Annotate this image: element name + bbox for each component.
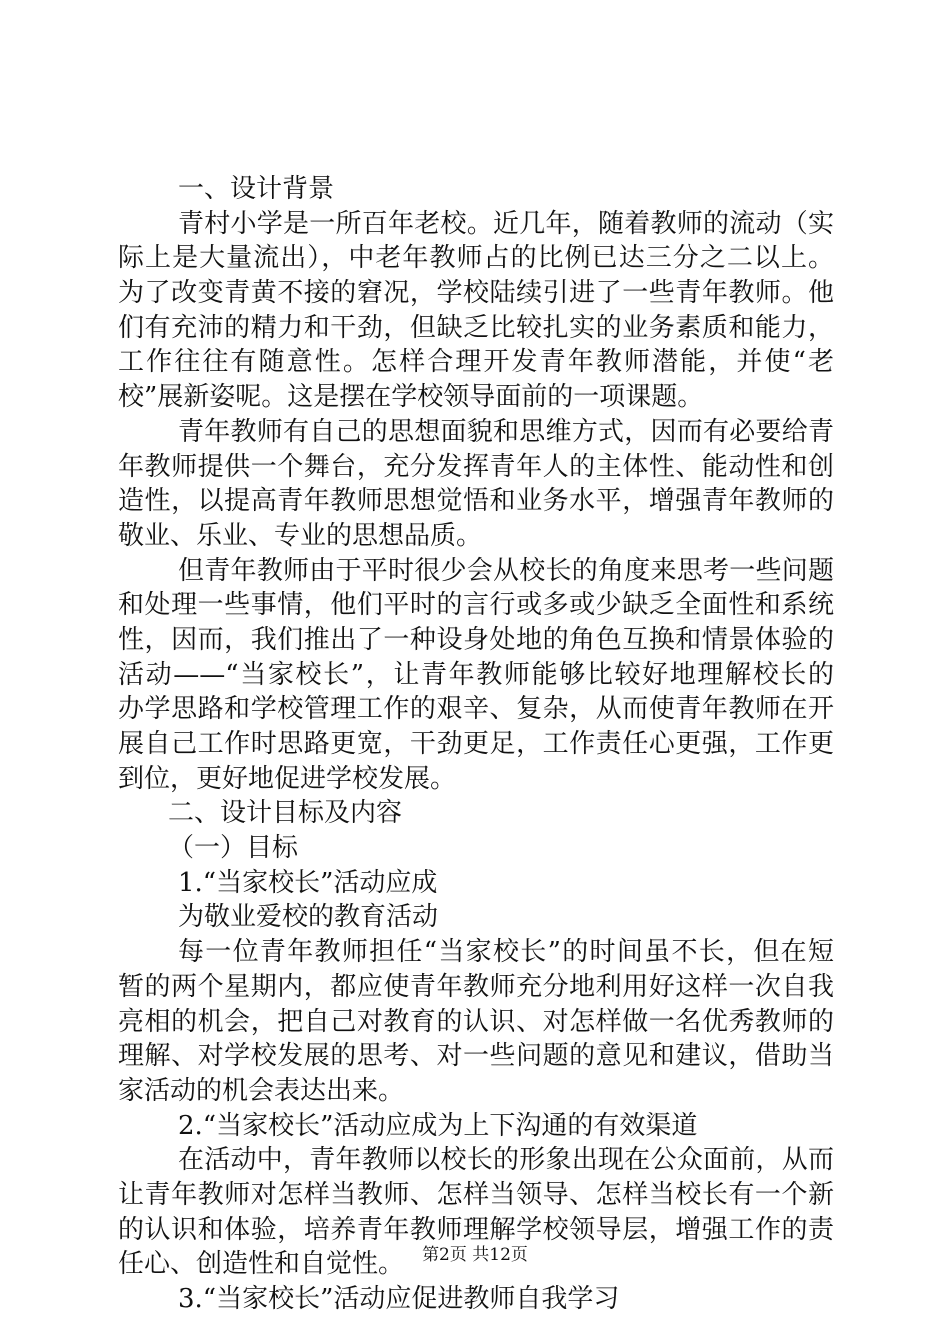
- paragraph-line: 性，因而，我们推出了一种设身处地的角色互换和情景体验的: [118, 624, 834, 655]
- document-body: [118, 172, 834, 1317]
- paragraph-line: 造性，以提高青年教师思想觉悟和业务水平，增强青年教师的: [118, 486, 834, 517]
- paragraph-line: 亮相的机会，把自己对教育的认识、对怎样做一名优秀教师的: [118, 1006, 834, 1037]
- paragraph-line: 每一位青年教师担任“当家校长”的时间虽不长，但在短: [178, 937, 834, 968]
- paragraph-line: 的认识和体验，培养青年教师理解学校领导层，增强工作的责: [118, 1214, 834, 1245]
- item-heading: 2.“当家校长”活动应成为上下沟通的有效渠道: [178, 1110, 698, 1141]
- item-heading: 3.“当家校长”活动应促进教师自我学习: [178, 1284, 620, 1314]
- paragraph-line: 际上是大量流出），中老年教师占的比例已达三分之二以上。: [118, 243, 834, 274]
- paragraph-line: 办学思路和学校管理工作的艰辛、复杂，从而使青年教师在开: [118, 694, 834, 725]
- paragraph-line: 任心、创造性和自觉性。: [118, 1249, 405, 1280]
- paragraph-line: 家活动的机会表达出来。: [118, 1075, 405, 1106]
- paragraph-line: 们有充沛的精力和干劲，但缺乏比较扎实的业务素质和能力，: [118, 312, 834, 343]
- paragraph-line: 暂的两个星期内，都应使青年教师充分地利用好这样一次自我: [118, 971, 834, 1002]
- paragraph-line: 青村小学是一所百年老校。近几年，随着教师的流动（实: [178, 208, 834, 239]
- paragraph-line: 理解、对学校发展的思考、对一些问题的意见和建议，借助当: [118, 1041, 834, 1072]
- paragraph-line: 校”展新姿呢。这是摆在学校领导面前的一项课题。: [118, 382, 704, 413]
- paragraph-line: 年教师提供一个舞台，充分发挥青年人的主体性、能动性和创: [118, 451, 834, 482]
- paragraph-line: 和处理一些事情，他们平时的言行或多或少缺乏全面性和系统: [118, 590, 834, 621]
- paragraph-line: 为了改变青黄不接的窘况，学校陆续引进了一些青年教师。他: [118, 278, 834, 309]
- paragraph-line: 让青年教师对怎样当教师、怎样当领导、怎样当校长有一个新: [118, 1179, 834, 1210]
- paragraph-line: 活动——“当家校长”，让青年教师能够比较好地理解校长的: [118, 659, 834, 690]
- paragraph-line: 但青年教师由于平时很少会从校长的角度来思考一些问题: [178, 555, 834, 586]
- paragraph-line: 青年教师有自己的思想面貌和思维方式，因而有必要给青: [178, 416, 834, 447]
- item-heading: 为敬业爱校的教育活动: [178, 902, 439, 933]
- paragraph-line: 在活动中，青年教师以校长的形象出现在公众面前，从而: [178, 1145, 834, 1176]
- paragraph-line: 展自己工作时思路更宽，干劲更足，工作责任心更强，工作更: [118, 729, 834, 759]
- paragraph-line: 到位，更好地促进学校发展。: [118, 763, 457, 794]
- section-heading: 二、设计目标及内容: [168, 798, 403, 829]
- section-heading: 一、设计背景: [178, 174, 335, 204]
- item-heading: 1.“当家校长”活动应成: [178, 867, 438, 898]
- paragraph-line: 敬业、乐业、专业的思想品质。: [118, 520, 483, 551]
- page-number-footer: 第2页 共12页: [422, 1245, 528, 1265]
- paragraph-line: 工作往往有随意性。怎样合理开发青年教师潜能，并使“老: [118, 347, 834, 378]
- subsection-heading: （一）目标: [168, 833, 299, 864]
